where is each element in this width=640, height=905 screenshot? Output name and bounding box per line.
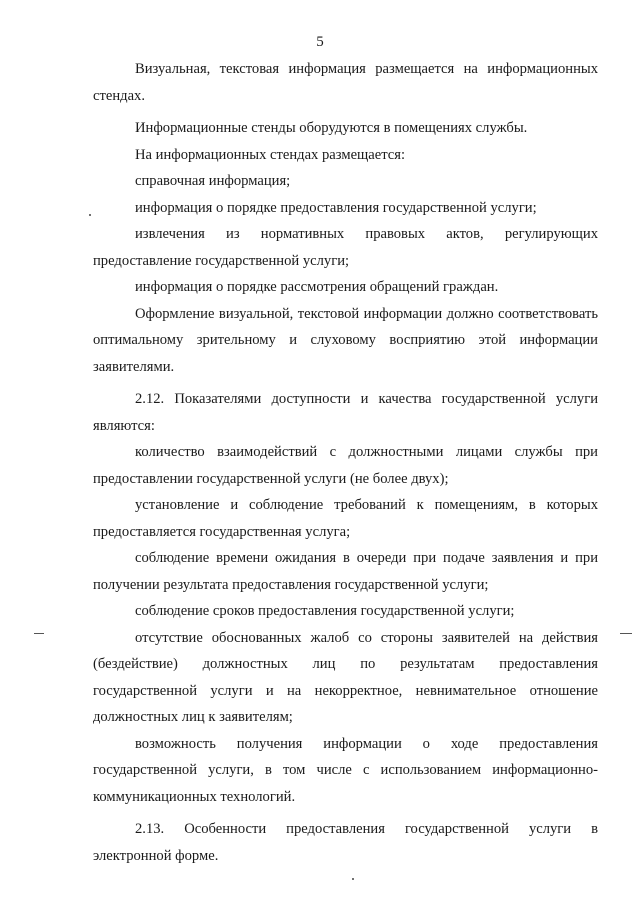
scan-artifact-left: [34, 633, 44, 634]
document-body: [93, 56, 598, 869]
list-item-appeals-procedure: информация о порядке рассмотрения обращений граждан.: [135, 279, 499, 295]
section-2-13-heading: 2.13. Особенности предоставления государственной услуги в электронной форме.: [93, 821, 598, 864]
section-2-12-heading: 2.12. Показателями доступности и качества государственной услуги являются:: [93, 391, 598, 434]
list-item-legal-extracts: извлечения из нормативных правовых актов, регулирующих предоставление государственной услуги;: [93, 226, 598, 269]
paragraph-stands-contents-intro: На информационных стендах размещается:: [135, 146, 406, 163]
list-item-interactions-count: количество взаимодействий с должностными лицами службы при предоставлении государственной услуги (не более двух);: [93, 444, 598, 487]
paragraph-stands-equipped: Информационные стенды оборудуются в помещениях службы.: [135, 120, 528, 136]
list-item-waiting-time: соблюдение времени ожидания в очереди при подаче заявления и при получении результата предоставления государственной услуги;: [93, 550, 598, 593]
list-item-premises-requirements: установление и соблюдение требований к помещениям, в которых предоставляется государственная услуга;: [93, 497, 598, 540]
page-number: 5: [316, 34, 324, 50]
paragraph-visual-info: Визуальная, текстовая информация размещается на информационных стендах.: [93, 61, 598, 104]
paragraph-design-requirements: Оформление визуальной, текстовой информации должно соответствовать оптимальному зрительному и слуховому восприятию этой информации заявителями.: [93, 305, 598, 375]
list-item-reference-info: справочная информация;: [135, 173, 291, 189]
scan-artifact-right: [620, 633, 632, 634]
scan-artifact-dot-bottom: [352, 878, 354, 880]
list-item-service-deadlines: соблюдение сроков предоставления государственной услуги;: [135, 603, 515, 619]
scan-artifact-dot-top: [89, 214, 91, 216]
list-item-service-procedure: информация о порядке предоставления государственной услуги;: [135, 199, 537, 216]
list-item-no-complaints: отсутствие обоснованных жалоб со стороны заявителей на действия (бездействие) должностных лиц по результатам предоставления государственной услуги и на некорректное, невнимательное отношение должностных лиц к заявителям;: [93, 629, 598, 725]
list-item-information-access: возможность получения информации о ходе предоставления государственной услуги, в том числе с использованием информационно-коммуникационных технологий.: [93, 735, 598, 805]
